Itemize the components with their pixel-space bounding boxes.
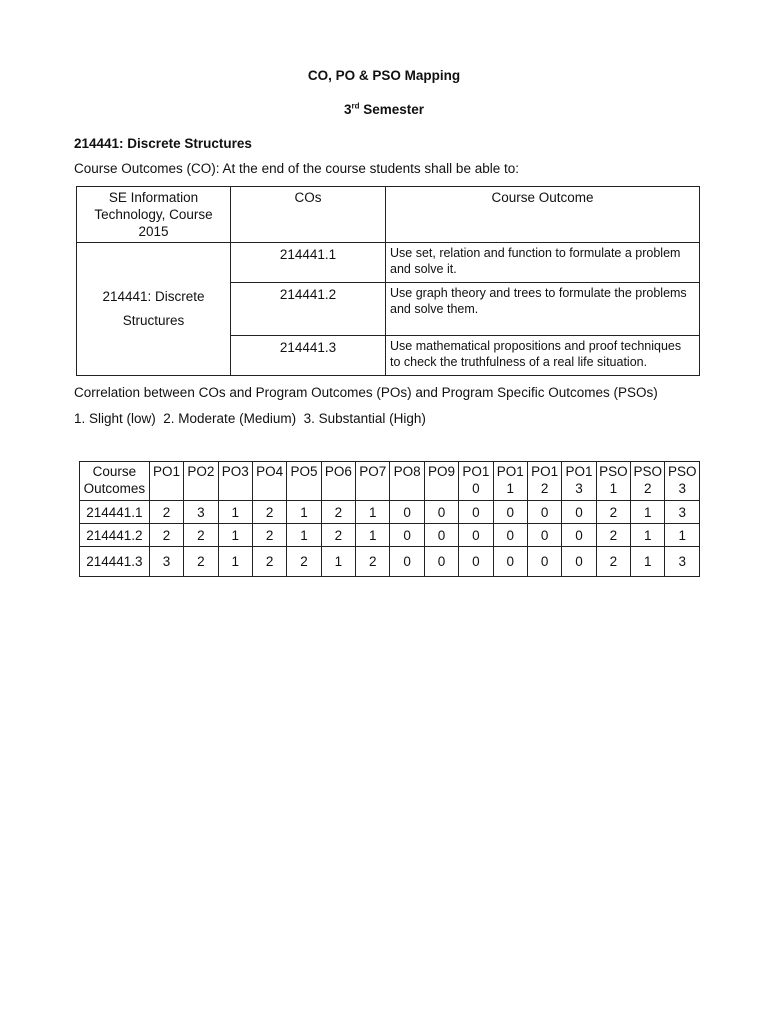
- mapping-value-cell: 1: [356, 501, 390, 524]
- mapping-header-po13: PO13: [562, 462, 596, 501]
- co-table-header-row: [77, 187, 700, 243]
- mapping-value-cell: 0: [527, 547, 561, 577]
- mapping-value-cell: 0: [459, 547, 493, 577]
- mapping-value-cell: 2: [321, 524, 355, 547]
- mapping-value-cell: 1: [631, 524, 665, 547]
- mapping-value-cell: 0: [562, 524, 596, 547]
- co-outcome-cell: Use set, relation and function to formulate a problem and solve it.: [386, 243, 700, 283]
- mapping-value-cell: 2: [184, 547, 218, 577]
- mapping-value-cell: 0: [390, 524, 424, 547]
- course-heading: 214441: Discrete Structures: [74, 136, 252, 151]
- mapping-value-cell: 0: [562, 547, 596, 577]
- mapping-value-cell: 2: [184, 524, 218, 547]
- mapping-value-cell: 2: [252, 524, 286, 547]
- mapping-header-po10: PO10: [459, 462, 493, 501]
- mapping-value-cell: 2: [252, 501, 286, 524]
- mapping-header-po1: PO1: [149, 462, 183, 501]
- mapping-value-cell: 2: [321, 501, 355, 524]
- mapping-co-cell: 214441.3: [80, 547, 150, 577]
- mapping-value-cell: 0: [390, 501, 424, 524]
- mapping-value-cell: 2: [596, 501, 630, 524]
- mapping-value-cell: 3: [184, 501, 218, 524]
- mapping-header-po11: PO11: [493, 462, 527, 501]
- mapping-row: [80, 547, 700, 577]
- mapping-header-course-outcomes: Course Outcomes: [80, 462, 150, 501]
- mapping-value-cell: 3: [665, 547, 700, 577]
- mapping-value-cell: 1: [665, 524, 700, 547]
- document-title: CO, PO & PSO Mapping: [307, 68, 461, 83]
- co-intro-text: Course Outcomes (CO): At the end of the course students shall be able to:: [74, 161, 519, 176]
- mapping-value-cell: 1: [218, 524, 252, 547]
- course-outcomes-table: [76, 186, 700, 376]
- mapping-header-po5: PO5: [287, 462, 321, 501]
- mapping-value-cell: 0: [527, 524, 561, 547]
- mapping-body: [80, 501, 700, 577]
- mapping-value-cell: 0: [424, 501, 458, 524]
- mapping-value-cell: 2: [149, 524, 183, 547]
- correlation-scale: 1. Slight (low) 2. Moderate (Medium) 3. Substantial (High): [74, 411, 426, 426]
- mapping-value-cell: 2: [287, 547, 321, 577]
- mapping-co-cell: 214441.2: [80, 524, 150, 547]
- mapping-value-cell: 0: [493, 524, 527, 547]
- mapping-value-cell: 2: [356, 547, 390, 577]
- mapping-header-po4: PO4: [252, 462, 286, 501]
- semester-label: Semester: [359, 102, 425, 117]
- co-table-header-cos: COs: [231, 187, 386, 243]
- mapping-value-cell: 0: [527, 501, 561, 524]
- mapping-value-cell: 1: [287, 501, 321, 524]
- mapping-value-cell: 1: [321, 547, 355, 577]
- semester-suffix: rd: [351, 101, 360, 111]
- mapping-header-pso2: PSO2: [631, 462, 665, 501]
- mapping-value-cell: 3: [149, 547, 183, 577]
- mapping-header-po8: PO8: [390, 462, 424, 501]
- mapping-co-cell: 214441.1: [80, 501, 150, 524]
- mapping-header-po12: PO12: [527, 462, 561, 501]
- semester-number: 3: [343, 102, 352, 117]
- correlation-description: Correlation between COs and Program Outcomes (POs) and Program Specific Outcomes (PSOs): [74, 385, 658, 400]
- mapping-header-pso3: PSO3: [665, 462, 700, 501]
- mapping-value-cell: 0: [493, 547, 527, 577]
- mapping-header-po2: PO2: [184, 462, 218, 501]
- mapping-row: [80, 501, 700, 524]
- mapping-value-cell: 0: [459, 501, 493, 524]
- co-table-row: [77, 243, 700, 283]
- mapping-value-cell: 1: [218, 547, 252, 577]
- mapping-value-cell: 0: [459, 524, 493, 547]
- co-outcome-cell: Use mathematical propositions and proof techniques to check the truthfulness of a real life situation.: [386, 336, 700, 376]
- mapping-value-cell: 0: [390, 547, 424, 577]
- semester-heading: [0, 102, 768, 117]
- mapping-value-cell: 0: [562, 501, 596, 524]
- co-outcome-cell: Use graph theory and trees to formulate the problems and solve them.: [386, 283, 700, 336]
- co-code-cell: 214441.1: [231, 243, 386, 283]
- mapping-value-cell: 1: [356, 524, 390, 547]
- mapping-value-cell: 2: [252, 547, 286, 577]
- course-name-cell: 214441: Discrete Structures: [77, 243, 231, 376]
- mapping-value-cell: 2: [596, 524, 630, 547]
- co-table-header-outcome: Course Outcome: [386, 187, 700, 243]
- mapping-header-po9: PO9: [424, 462, 458, 501]
- mapping-value-cell: 2: [149, 501, 183, 524]
- mapping-value-cell: 1: [631, 547, 665, 577]
- mapping-header-po3: PO3: [218, 462, 252, 501]
- mapping-value-cell: 0: [424, 547, 458, 577]
- mapping-header-pso1: PSO1: [596, 462, 630, 501]
- mapping-value-cell: 0: [493, 501, 527, 524]
- co-code-cell: 214441.2: [231, 283, 386, 336]
- mapping-header-po6: PO6: [321, 462, 355, 501]
- mapping-row: [80, 524, 700, 547]
- mapping-header-po7: PO7: [356, 462, 390, 501]
- co-code-cell: 214441.3: [231, 336, 386, 376]
- mapping-value-cell: 1: [287, 524, 321, 547]
- co-table-header-course: SE Information Technology, Course 2015: [77, 187, 231, 243]
- co-po-mapping-table: [79, 461, 700, 577]
- mapping-value-cell: 2: [596, 547, 630, 577]
- mapping-value-cell: 3: [665, 501, 700, 524]
- mapping-header-row: [80, 462, 700, 501]
- mapping-value-cell: 1: [631, 501, 665, 524]
- mapping-value-cell: 0: [424, 524, 458, 547]
- mapping-value-cell: 1: [218, 501, 252, 524]
